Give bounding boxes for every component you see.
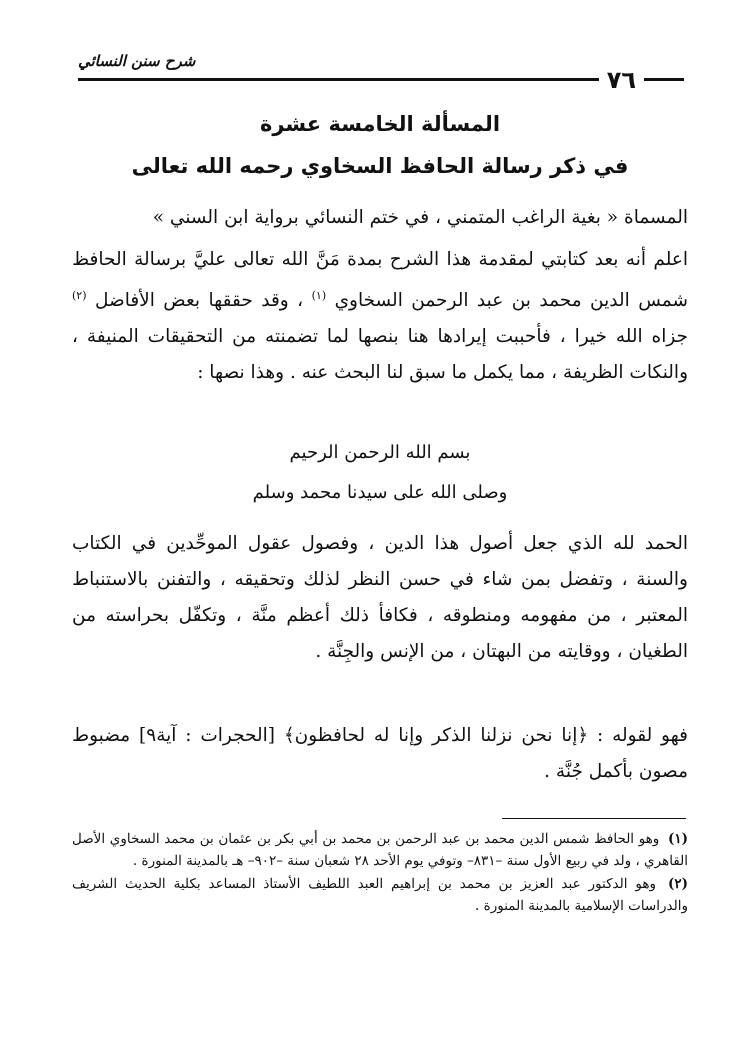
footnote-number: (٢)	[667, 876, 688, 892]
footnote-text: وهو الحافظ شمس الدين محمد بن عبد الرحمن بن محمد بن أبي بكر بن عثمان بن محمد السخاوي الأصل القاهري ، ولد في ربيع الأول سنة –٨٣١– وتوفي يوم الأحد ٢٨ شعبان سنة –٩٠٢– هـ بالمدينة المنورة .	[72, 831, 688, 869]
section-subtitle: في ذكر رسالة الحافظ السخاوي رحمه الله تعالى	[131, 154, 629, 178]
footnote-ref-2: (٢)	[72, 289, 87, 302]
running-header	[78, 52, 684, 92]
quran-paragraph: فهو لقوله : ﴿إنا نحن نزلنا الذكر وإنا له لحافظون﴾ [الحجرات : آية٩] مضبوط مصون بأكمل جُنَّة .	[72, 725, 688, 782]
footnote-separator	[502, 818, 686, 819]
salawat: وصلى الله على سيدنا محمد وسلم	[252, 482, 508, 503]
main-paragraph	[72, 242, 688, 391]
page-number: ٧٦	[599, 66, 644, 94]
intro-paragraph: المسماة « بغية الراغب المتمني ، في ختم النسائي برواية ابن السني »	[152, 207, 688, 228]
header-rule	[78, 78, 684, 81]
main-text-part-3: جزاه الله خيرا ، فأحببت إيرادها هنا بنصها لما تضمنته من التحقيقات المنيفة ، والنكات الظريفة ، مما يكمل ما سبق لنا البحث عنه . وهذا نصها :	[72, 326, 688, 384]
footnote-1	[72, 828, 688, 872]
book-title: شرح سنن النسائي	[78, 52, 196, 70]
hamd-paragraph: الحمد لله الذي جعل أصول هذا الدين ، وفصول عقول الموحِّدين في الكتاب والسنة ، وتفضل بمن شاء في حسن النظر لذلك وتحقيقه ، والتفنن بالاستنباط المعتبر ، من مفهومه ومنطوقه ، فكافأ ذلك أعظم منَّة ، وتكفّل بحراسته من الطغيان ، ووقايته من البهتان ، من الإنس والجِنَّة .	[72, 533, 688, 662]
section-title: المسألة الخامسة عشرة	[259, 112, 501, 136]
main-text-part-1: اعلم أنه بعد كتابتي لمقدمة هذا الشرح بمدة مَنَّ الله تعالى عليَّ برسالة الحافظ شمس الدين محمد بن عبد الرحمن السخاوي	[72, 249, 688, 312]
footnote-number: (١)	[667, 831, 688, 847]
footnote-ref-1: (١)	[311, 289, 327, 302]
footnotes	[72, 828, 688, 918]
main-text-part-2: ، وقد حققها بعض الأفاضل	[94, 290, 304, 312]
basmala: بسم الله الرحمن الرحيم	[289, 442, 471, 463]
footnote-text: وهو الدكتور عبد العزيز بن محمد بن إبراهيم العبد اللطيف الأستاذ المساعد بكلية الحديث الشريف والدراسات الإسلامية بالمدينة المنورة .	[72, 876, 688, 914]
footnote-2	[72, 873, 688, 917]
